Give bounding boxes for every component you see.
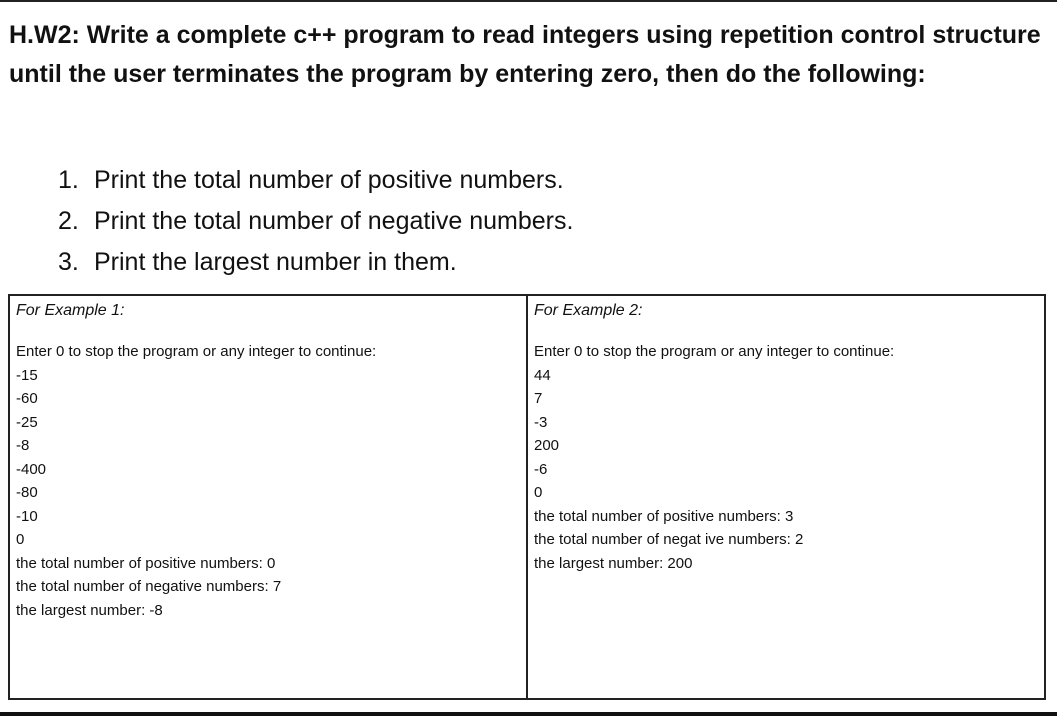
examples-table [8, 294, 1046, 700]
console-line: the total number of negat ive numbers: 2 [534, 531, 804, 548]
console-line: -15 [16, 366, 38, 384]
console-line: 0 [534, 484, 543, 501]
task-item [58, 242, 573, 283]
task-item [58, 201, 573, 242]
console-line: -8 [16, 437, 30, 454]
console-line: 7 [534, 390, 543, 407]
console-line: -6 [534, 460, 548, 478]
task-number: 3. [58, 248, 79, 276]
console-line: -400 [16, 460, 47, 478]
console-line: Enter 0 to stop the program or any integer to continue: [16, 343, 377, 360]
example-2-title: For Example 2: [534, 302, 643, 319]
console-line: the total number of positive numbers: 3 [534, 507, 794, 525]
console-line: -10 [16, 507, 38, 525]
example-1-title: For Example 1: [16, 302, 125, 319]
bottom-rule [0, 712, 1057, 716]
task-text: Print the total number of negative numbers. [94, 207, 574, 235]
example-2-output [534, 340, 1044, 575]
console-line: 44 [534, 366, 551, 384]
task-item [58, 160, 573, 201]
task-list [58, 160, 573, 283]
console-line: the largest number: -8 [16, 601, 163, 619]
console-line: the total number of negative numbers: 7 [16, 578, 282, 595]
example-2-cell [526, 296, 1044, 698]
example-1-output [16, 340, 526, 622]
console-line: -80 [16, 484, 38, 501]
example-1-cell [10, 296, 526, 698]
console-line: 200 [534, 437, 560, 454]
console-line: Enter 0 to stop the program or any integer to continue: [534, 343, 895, 360]
task-number: 1. [58, 166, 79, 194]
task-number: 2. [58, 207, 79, 235]
task-text: Print the largest number in them. [94, 248, 457, 276]
console-line: -60 [16, 390, 38, 407]
console-line: 0 [16, 531, 25, 548]
task-text: Print the total number of positive numbers. [94, 166, 564, 194]
console-line: -3 [534, 413, 548, 431]
console-line: the total number of positive numbers: 0 [16, 554, 276, 572]
console-line: -25 [16, 413, 38, 431]
top-rule [0, 0, 1057, 2]
assignment-heading: H.W2: Write a complete c++ program to read integers using repetition control structure until the user terminates the program by entering zero, then do the following: [9, 21, 1041, 88]
console-line: the largest number: 200 [534, 554, 693, 572]
